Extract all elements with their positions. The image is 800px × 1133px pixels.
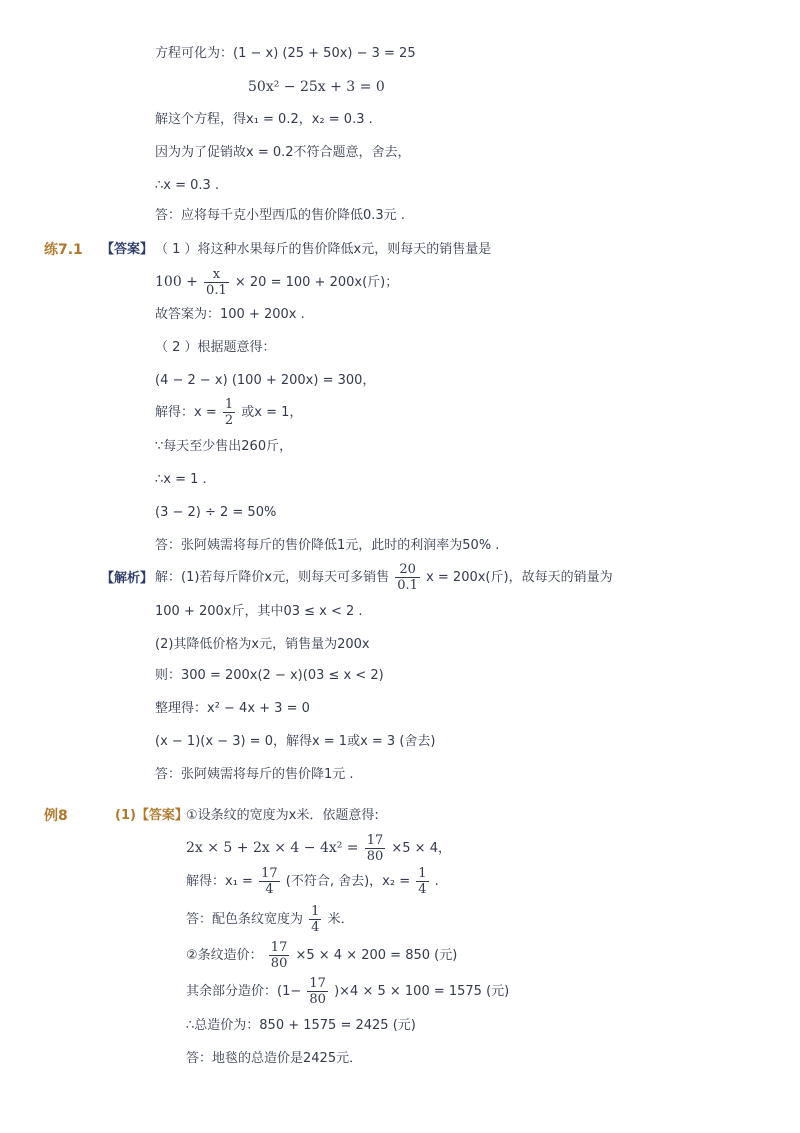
ex8-l3-fraction-1 [259, 866, 280, 897]
ex8-l2-num: 17 [366, 833, 384, 848]
analysis-l1-post: x = 200x(斤)，故每天的销量为 [426, 570, 613, 585]
ex8-l5-num: 17 [270, 940, 288, 955]
analysis-line-4: 则：300 = 200x(2 − x)(03 ≤ x < 2) [155, 668, 384, 683]
ex8-l2-post: ×5 × 4， [391, 841, 451, 856]
analysis-l1-pre: 解：(1)若每斤降价x元，则每天可多销售 [155, 570, 390, 585]
ex8-l5-post: ×5 × 4 × 200 = 850 (元) [295, 948, 458, 963]
ex8-l2-pre: 2x × 5 + 2x × 4 − 4x² = [186, 840, 359, 856]
ex8-l3-den-2: 4 [418, 882, 427, 897]
ex8-l5-den: 80 [270, 956, 288, 971]
ex71-line-10: 答：张阿姨需将每斤的售价降低1元，此时的利润率为50% . [155, 538, 500, 553]
analysis-l1-fraction [395, 562, 420, 593]
ex71-l6-num: 1 [224, 397, 234, 412]
block1-line-3: 解这个方程，得x₁ = 0.2，x₂ = 0.3 . [155, 112, 373, 127]
ex8-l6-post: )×4 × 5 × 100 = 1575 (元) [334, 984, 510, 999]
ex71-l2-num: x [204, 267, 229, 283]
ex8-line-6 [186, 974, 509, 1010]
ex8-l4-fraction [309, 904, 321, 935]
ex8-l4-den: 4 [311, 920, 320, 935]
analysis-l1-den: 0.1 [397, 578, 418, 593]
ex71-l6-post: 或x = 1， [241, 405, 303, 420]
ex8-l6-num: 17 [309, 976, 326, 991]
example-8-tag: 例8 [44, 808, 68, 824]
ex8-l4-num: 1 [311, 904, 320, 919]
ex71-line-5: (4 − 2 − x) (100 + 200x) = 300， [155, 373, 376, 388]
ex71-l2-den: 0.1 [206, 283, 227, 298]
ex71-l6-den: 2 [224, 413, 234, 428]
ex71-answer-label: 【答案】 [101, 242, 154, 257]
ex71-line-7: ∵每天至少售出260斤， [155, 439, 293, 454]
analysis-line-3: (2)其降低价格为x元，销售量为200x [155, 637, 370, 652]
block1-line-6: 答：应将每千克小型西瓜的售价降低0.3元 . [155, 208, 405, 223]
ex71-l2-pre: 100 + [155, 274, 198, 290]
ex8-l3-post: . [434, 874, 439, 889]
ex71-line-1: （ 1 ）将这种水果每斤的售价降低x元，则每天的销售量是 [155, 242, 492, 257]
ex8-l3-pre: 解得：x₁ = [186, 874, 253, 889]
ex8-line-2 [186, 830, 451, 867]
exercise-7-1-tag: 练7.1 [44, 242, 83, 258]
ex8-l4-post: 米． [327, 912, 354, 927]
ex8-l5-fraction [269, 940, 290, 971]
ex8-line-5 [186, 938, 457, 974]
analysis-l1-num: 20 [395, 562, 420, 578]
ex71-l2-post: × 20 = 100 + 200x(斤)； [234, 275, 399, 290]
analysis-line-7: 答：张阿姨需将每斤的售价降1元 . [155, 767, 354, 782]
ex8-l5-pre: ②条纹造价： [186, 948, 263, 963]
ex71-line-4: （ 2 ）根据题意得： [155, 340, 276, 355]
block1-line-4: 因为为了促销故x = 0.2不符合题意，舍去， [155, 145, 411, 160]
ex71-line-6 [155, 395, 302, 431]
ex8-l2-den: 80 [366, 849, 384, 864]
ex8-l6-den: 80 [309, 992, 326, 1007]
ex8-line-1: ①设条纹的宽度为x米．依题意得: [186, 808, 379, 823]
ex8-l3-den-1: 4 [265, 882, 274, 897]
ex8-line-4 [186, 902, 354, 938]
ex8-answer-label: (1)【答案】 [115, 808, 188, 823]
ex8-l6-fraction [307, 976, 328, 1007]
ex71-line-3: 故答案为：100 + 200x . [155, 307, 305, 322]
analysis-line-2: 100 + 200x斤，其中03 ≤ x < 2 . [155, 604, 363, 619]
block1-line-1: 方程可化为：(1 − x) (25 + 50x) − 3 = 25 [155, 46, 416, 61]
ex71-l6-pre: 解得：x = [155, 405, 217, 420]
ex8-line-3 [186, 864, 439, 900]
ex71-line-8: ∴x = 1 . [155, 472, 207, 487]
analysis-line-5: 整理得：x² − 4x + 3 = 0 [155, 701, 310, 716]
ex8-line-8: 答：地毯的总造价是2425元． [186, 1051, 363, 1066]
ex8-l4-pre: 答：配色条纹宽度为 [186, 912, 304, 927]
ex8-l3-num-1: 17 [261, 866, 278, 881]
ex8-l2-fraction [365, 833, 386, 864]
block1-line-5: ∴x = 0.3 . [155, 178, 220, 193]
ex71-l2-fraction [204, 267, 229, 298]
ex8-l3-num-2: 1 [418, 866, 427, 881]
analysis-line-1 [155, 560, 613, 596]
ex8-l3-mid: (不符合, 舍去)，x₂ = [285, 874, 411, 889]
ex8-l6-pre: 其余部分造价：(1− [186, 984, 302, 999]
ex71-l6-fraction [223, 397, 235, 428]
ex8-line-7: ∴总造价为：850 + 1575 = 2425 (元) [186, 1018, 416, 1033]
analysis-label: 【解析】 [101, 571, 154, 586]
ex71-line-2 [155, 264, 398, 301]
analysis-line-6: (x − 1)(x − 3) = 0，解得x = 1或x = 3 (舍去) [155, 734, 436, 749]
ex71-line-9: (3 − 2) ÷ 2 = 50% [155, 505, 277, 520]
block1-line-2: 50x² − 25x + 3 = 0 [248, 79, 385, 95]
ex8-l3-fraction-2 [416, 866, 428, 897]
